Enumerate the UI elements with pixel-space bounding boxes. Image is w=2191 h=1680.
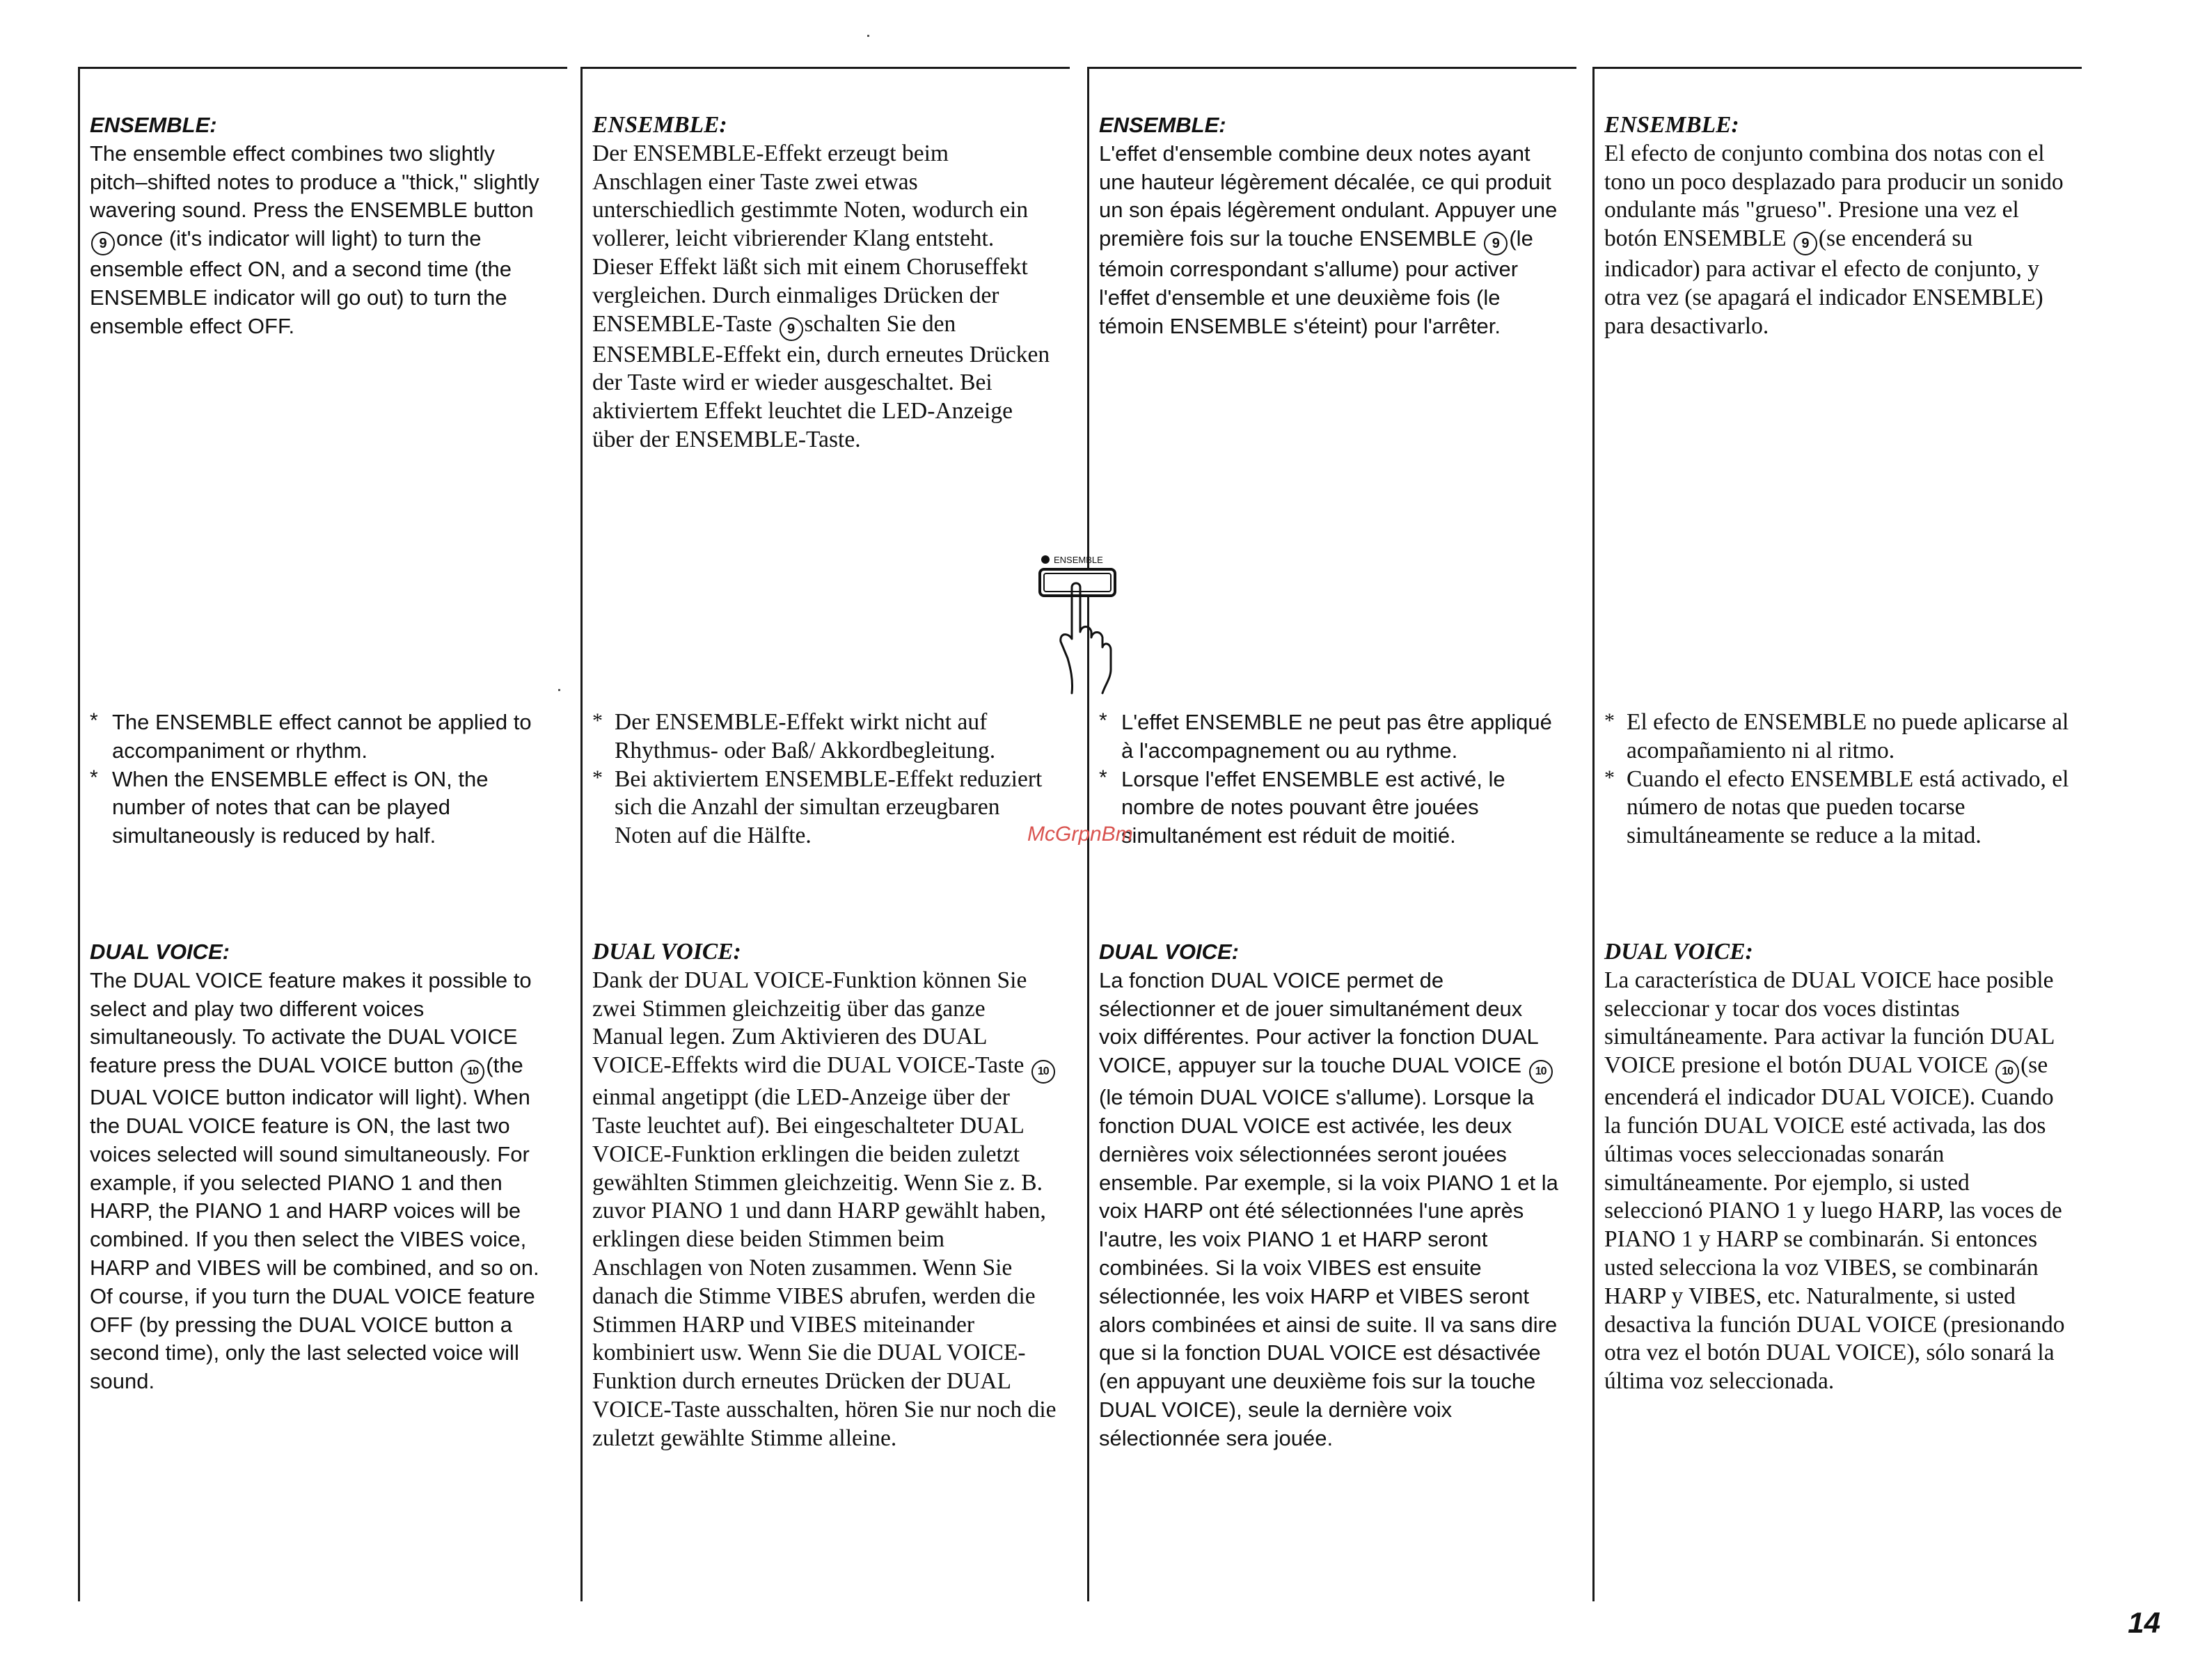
ensemble-notes	[592, 708, 1059, 850]
note-item: * The ENSEMBLE effect cannot be applied to accompaniment or rhythm.	[90, 708, 556, 766]
dual-voice-text-part2: (se encenderá el indicador DUAL VOICE). Cuando la función DUAL VOICE esté activada, las dos últimas voces seleccionadas sonarán simultáneamente. Por ejemplo, si usted seleccionó PIANO 1 y luego HARP, las voces de PIANO 1 y HARP se combinarán. Si entonces usted selecciona la voz VIBES, se combinarán HARP y VIBES, etc. Naturalmente, si usted desactiva la función DUAL VOICE (presionando otra vez el botón DUAL VOICE), sólo sonará la última voz seleccionada.	[1604, 1052, 2065, 1395]
column-german	[580, 67, 1070, 1601]
dual-voice-heading: DUAL VOICE:	[1099, 940, 1239, 964]
note-item: * When the ENSEMBLE effect is ON, the number of notes that can be played simultaneously is reduced by half.	[90, 766, 556, 850]
ensemble-text-part2: schalten Sie den ENSEMBLE-Effekt ein, durch erneutes Drücken der Taste wird er wieder ausgeschaltet. Bei aktiviertem Effekt leuchtet die LED-Anzeige über der ENSEMBLE-Taste.	[592, 310, 1050, 452]
ensemble-text-part2: once (it's indicator will light) to turn the ensemble effect ON, and a second time (the ENSEMBLE indicator will go out) to turn the ensemble effect OFF.	[90, 226, 512, 338]
dual-voice-text-part1: La fonction DUAL VOICE permet de sélectionner et de jouer simultanément deux voix différentes. Pour activer la fonction DUAL VOICE, appuyer sur la touche DUAL VOICE	[1099, 967, 1538, 1078]
dual-voice-heading: DUAL VOICE:	[1604, 939, 1753, 965]
button-number-badge: 9	[1484, 232, 1508, 255]
ensemble-section	[1604, 111, 2071, 341]
figure-label: ENSEMBLE	[1054, 555, 1103, 565]
column-french	[1087, 67, 1576, 1601]
dual-voice-text-part2: (le témoin DUAL VOICE s'allume). Lorsque la fonction DUAL VOICE est activée, les deux dernières voix sélectionnées seront jouées ensemble. Par exemple, si la voix PIANO 1 et la voix HARP ont été sélectionnées l'une après l'autre, les voix PIANO 1 et HARP seront combinées. Si la voix VIBES est ensuite sélectionnée, les voix HARP et VIBES seront alors combinées et ainsi de suite. Il va sans dire que si la fonction DUAL VOICE est désactivée (en appuyant une deuxième fois sur la touche DUAL VOICE), seule la dernière voix sélectionnée sera jouée.	[1099, 1085, 1558, 1450]
note-item: * L'effet ENSEMBLE ne peut pas être appliqué à l'accompagnement ou au rythme.	[1099, 708, 1565, 766]
dual-voice-section	[90, 938, 556, 1396]
ensemble-text-part1: Der ENSEMBLE-Effekt erzeugt beim Anschlagen einer Taste zwei etwas unterschiedlich gestimmte Noten, wodurch ein vollerer, leicht vibrierender Klang entsteht. Dieser Effekt läßt sich mit einem Choruseffekt vergleichen. Durch einmaliges Drücken der ENSEMBLE-Taste	[592, 140, 1029, 337]
ensemble-text-part2: (se encenderá su indicador) para activar el efecto de conjunto, y otra vez (se apagará el indicador ENSEMBLE) para desactivarlo.	[1604, 225, 2043, 339]
column-english	[78, 67, 567, 1601]
dual-voice-heading: DUAL VOICE:	[90, 940, 230, 964]
ensemble-text-part1: El efecto de conjunto combina dos notas con el tono un poco desplazado para producir un sonido ondulante más "grueso". Presione una vez el botón ENSEMBLE	[1604, 140, 2064, 252]
ensemble-section	[592, 111, 1059, 454]
note-item: * Cuando el efecto ENSEMBLE está activado, el número de notas que pueden tocarse simultáneamente se reduce a la mitad.	[1604, 766, 2071, 850]
dual-voice-section	[592, 938, 1059, 1453]
note-item: * Der ENSEMBLE-Effekt wirkt nicht auf Rhythmus- oder Baß/ Akkordbegleitung.	[592, 708, 1059, 766]
ensemble-notes	[1099, 708, 1565, 850]
dual-voice-heading: DUAL VOICE:	[592, 939, 741, 965]
scan-speck	[867, 35, 869, 37]
indicator-led-icon	[1041, 555, 1050, 564]
dual-voice-text-part1: La característica de DUAL VOICE hace posible seleccionar y tocar dos voces distintas simultáneamente. Para activar la función DUAL VOICE presione el botón DUAL VOICE	[1604, 967, 2055, 1079]
page-number: 14	[2128, 1606, 2160, 1639]
dual-voice-text-part1: The DUAL VOICE feature makes it possible to select and play two different voices simultaneously. To activate the DUAL VOICE feature press the DUAL VOICE button	[90, 967, 532, 1078]
note-item: * Lorsque l'effet ENSEMBLE est activé, le nombre de notes pouvant être jouées simultanément est réduit de moitié.	[1099, 766, 1565, 850]
note-item: * Bei aktiviertem ENSEMBLE-Effekt reduziert sich die Anzahl der simultan erzeugbaren Noten auf die Hälfte.	[592, 766, 1059, 850]
ensemble-text-part1: L'effet d'ensemble combine deux notes ayant une hauteur légèrement décalée, ce qui produit un son épais légèrement ondulant. Appuyer une première fois sur la touche ENSEMBLE	[1099, 141, 1558, 251]
button-number-badge: 9	[91, 232, 115, 255]
dual-voice-section	[1604, 938, 2071, 1396]
button-number-badge: 9	[780, 317, 803, 341]
button-number-badge: 10	[1031, 1060, 1055, 1084]
ensemble-section	[1099, 111, 1565, 341]
column-spanish	[1592, 67, 2082, 1601]
button-number-badge: 10	[1529, 1060, 1553, 1084]
dual-voice-text-part2: (the DUAL VOICE button indicator will light). When the DUAL VOICE feature is ON, the last two voices selected will sound simultaneously. For example, if you selected PIANO 1 and then HARP, the PIANO 1 and HARP voices will be combined. If you then select the VIBES voice, HARP and VIBES will be combined, and so on. Of course, if you turn the DUAL VOICE feature OFF (by pressing the DUAL VOICE button a second time), only the last selected voice will sound.	[90, 1053, 539, 1394]
ensemble-notes	[1604, 708, 2071, 850]
ensemble-heading: ENSEMBLE:	[1604, 112, 1739, 138]
button-number-badge: 10	[1995, 1060, 2019, 1084]
ensemble-text-part1: The ensemble effect combines two slightly pitch–shifted notes to produce a "thick," slightly wavering sound. Press the ENSEMBLE button	[90, 141, 539, 223]
ensemble-notes	[90, 708, 556, 850]
ensemble-button-illustration	[1033, 550, 1123, 696]
ensemble-section	[90, 111, 556, 341]
button-number-badge: 10	[461, 1060, 484, 1084]
ensemble-heading: ENSEMBLE:	[592, 112, 727, 138]
dual-voice-text-part2: einmal angetippt (die LED-Anzeige über der Taste leuchtet auf). Bei eingeschalteter DUAL VOICE-Funktion erklingen die beiden zuletzt gewählten Stimmen gleichzeitig. Wenn Sie z. B. zuvor PIANO 1 und dann HARP gewählt haben, erklingen diese beiden Stimmen beim Anschlagen von Noten zusammen. Wenn Sie danach die Stimme VIBES abrufen, werden die Stimmen HARP und VIBES miteinander kombiniert usw. Wenn Sie die DUAL VOICE-Funktion durch erneutes Drücken der DUAL VOICE-Taste ausschalten, hören Sie nur noch die zuletzt gewählte Stimme alleine.	[592, 1084, 1057, 1451]
watermark-text: McGrpnBm	[1027, 823, 1133, 846]
dual-voice-text-part1: Dank der DUAL VOICE-Funktion können Sie zwei Stimmen gleichzeitig über das ganze Manual legen. Zum Aktivieren des DUAL VOICE-Effekts wird die DUAL VOICE-Taste	[592, 967, 1027, 1079]
ensemble-heading: ENSEMBLE:	[90, 113, 217, 137]
dual-voice-section	[1099, 938, 1565, 1453]
note-item: * El efecto de ENSEMBLE no puede aplicarse al acompañamiento ni al ritmo.	[1604, 708, 2071, 766]
pointing-hand-icon	[1061, 583, 1111, 693]
ensemble-text-part2: (le témoin correspondant s'allume) pour activer l'effet d'ensemble et une deuxième fois (le témoin ENSEMBLE s'éteint) pour l'arrêter.	[1099, 226, 1533, 338]
ensemble-heading: ENSEMBLE:	[1099, 113, 1226, 137]
button-number-badge: 9	[1794, 232, 1817, 255]
